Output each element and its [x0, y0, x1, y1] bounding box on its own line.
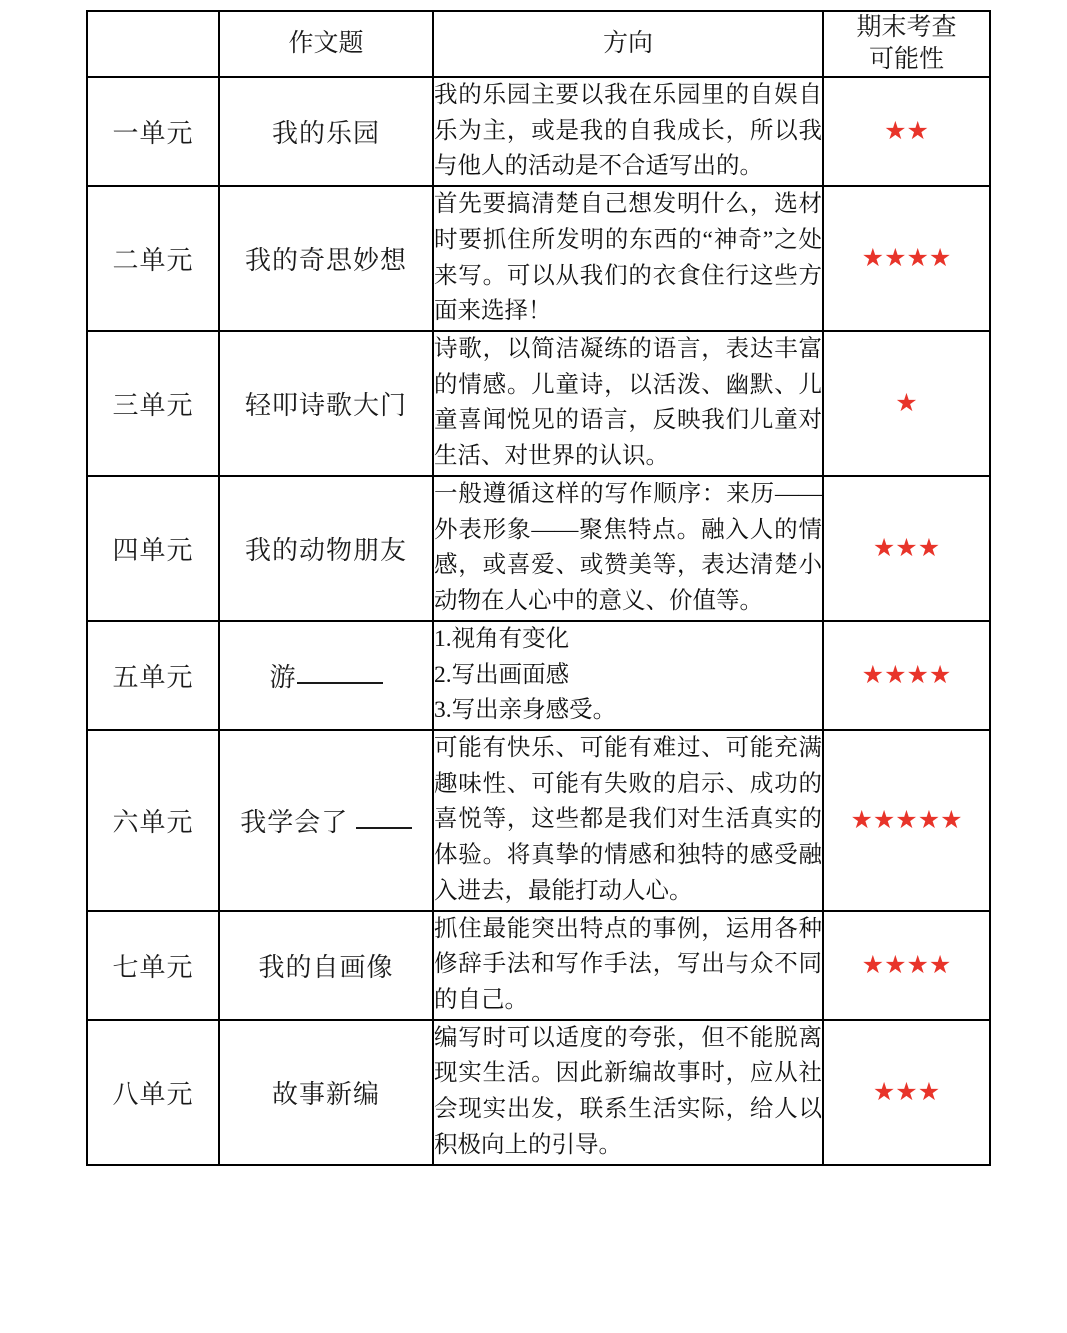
fill-in-blank: [356, 827, 412, 829]
unit-label: 二单元: [87, 186, 219, 331]
table-row: [87, 331, 990, 476]
topic-label: [219, 730, 433, 911]
topic-label: 故事新编: [219, 1020, 433, 1165]
direction-line: 2.写出画面感: [434, 661, 570, 688]
topic-prefix: 游: [269, 662, 297, 692]
header-unit-column: [87, 11, 219, 77]
table-row: [87, 1020, 990, 1165]
direction-text: 我的乐园主要以我在乐园里的自娱自乐为主，或是我的自我成长，所以我与他人的活动是不合适写出的。: [433, 77, 823, 186]
unit-label: 四单元: [87, 476, 219, 621]
probability-rating: [823, 331, 990, 476]
header-probability-line1: 期末考查: [856, 14, 957, 41]
header-direction-column: 方向: [433, 11, 823, 77]
star-rating: ★: [895, 389, 918, 417]
table-row: [87, 476, 990, 621]
direction-line: 1.视角有变化: [434, 625, 570, 652]
star-rating: ★★★: [872, 534, 941, 562]
header-topic-column: 作文题: [219, 11, 433, 77]
table-row: [87, 911, 990, 1020]
unit-label: 一单元: [87, 77, 219, 186]
star-rating: ★★★★: [861, 951, 952, 979]
table-row: [87, 186, 990, 331]
star-rating: ★★★★★: [850, 806, 963, 834]
probability-rating: [823, 621, 990, 730]
table-header-row: [87, 11, 990, 77]
header-probability-line2: 可能性: [868, 46, 944, 73]
direction-text: 一般遵循这样的写作顺序：来历——外表形象——聚焦特点。融入人的情感，或喜爱、或赞美等，表达清楚小动物在人心中的意义、价值等。: [433, 476, 823, 621]
unit-label: 三单元: [87, 331, 219, 476]
topic-label: 轻叩诗歌大门: [219, 331, 433, 476]
direction-line: 3.写出亲身感受。: [434, 697, 617, 724]
direction-text: 首先要搞清楚自己想发明什么，选材时要抓住所发明的东西的“神奇”之处来写。可以从我们的衣食住行这些方面来选择！: [433, 186, 823, 331]
unit-label: 六单元: [87, 730, 219, 911]
unit-label: 八单元: [87, 1020, 219, 1165]
header-probability-column: [823, 11, 990, 77]
topic-prefix: 我学会了: [240, 807, 349, 837]
probability-rating: [823, 911, 990, 1020]
probability-rating: [823, 186, 990, 331]
unit-label: 五单元: [87, 621, 219, 730]
star-rating: ★★★: [872, 1078, 941, 1106]
composition-overview-table: [86, 10, 991, 1166]
topic-label: [219, 621, 433, 730]
probability-rating: [823, 730, 990, 911]
topic-label: 我的乐园: [219, 77, 433, 186]
star-rating: ★★: [884, 118, 929, 146]
table-row: [87, 77, 990, 186]
topic-label: 我的动物朋友: [219, 476, 433, 621]
direction-text: [433, 621, 823, 730]
direction-text: 诗歌，以简洁凝练的语言，表达丰富的情感。儿童诗，以活泼、幽默、儿童喜闻悦见的语言，反映我们儿童对生活、对世界的认识。: [433, 331, 823, 476]
probability-rating: [823, 77, 990, 186]
table-row: [87, 730, 990, 911]
probability-rating: [823, 476, 990, 621]
fill-in-blank: [297, 682, 383, 684]
unit-label: 七单元: [87, 911, 219, 1020]
direction-text: 抓住最能突出特点的事例，运用各种修辞手法和写作手法，写出与众不同的自己。: [433, 911, 823, 1020]
topic-label: 我的自画像: [219, 911, 433, 1020]
direction-text: 编写时可以适度的夸张，但不能脱离现实生活。因此新编故事时，应从社会现实出发，联系生活实际，给人以积极向上的引导。: [433, 1020, 823, 1165]
topic-label: 我的奇思妙想: [219, 186, 433, 331]
star-rating: ★★★★: [861, 245, 952, 273]
direction-text: 可能有快乐、可能有难过、可能充满趣味性、可能有失败的启示、成功的喜悦等，这些都是我们对生活真实的体验。将真挚的情感和独特的感受融入进去，最能打动人心。: [433, 730, 823, 911]
star-rating: ★★★★: [861, 661, 952, 689]
probability-rating: [823, 1020, 990, 1165]
table-row: [87, 621, 990, 730]
